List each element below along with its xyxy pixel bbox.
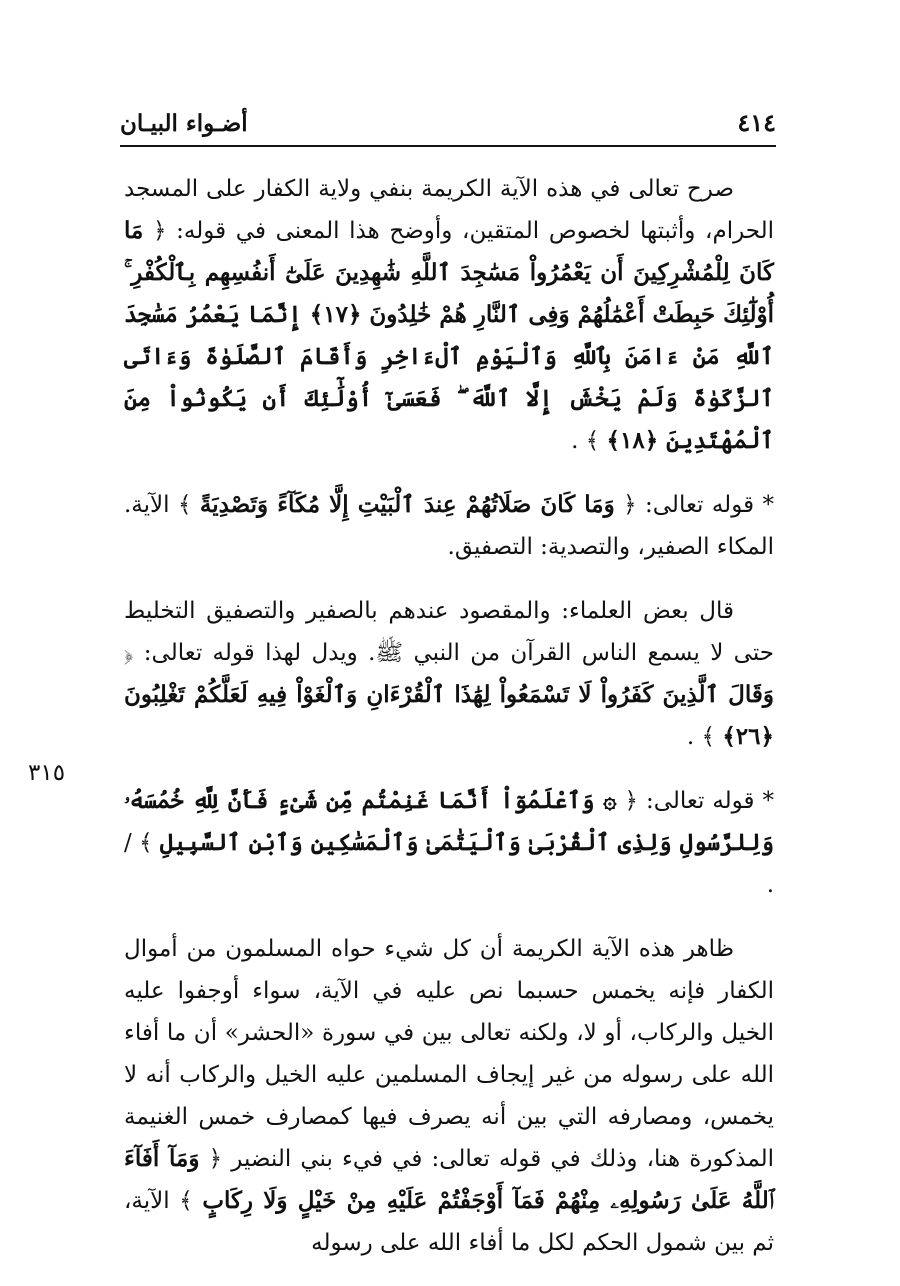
paragraph-2-text: * قوله تعالى: xyxy=(645,492,774,518)
page-header xyxy=(120,104,776,144)
quran-close-bracket: ﴾ xyxy=(177,492,192,518)
paragraph-2 xyxy=(124,484,774,568)
paragraph-4-tail: / . xyxy=(124,830,774,898)
paragraph-5 xyxy=(124,928,774,1264)
quran-open-bracket: ﴿ xyxy=(208,1146,223,1172)
paragraph-5-text: ظاهر هذه الآية الكريمة أن كل شيء حواه المسلمون من أموال الكفار فإنه يخمس حسبما نص عليه في الآية، سواء أوجفوا عليه الخيل والركاب، أو لا، ولكنه تعالى بين في سورة «الحشر» أن ما أفاء الله على رسوله من غير إيجاف المسلمين عليه الخيل والركاب أنه لا يخمس، ومصارفه التي بين أنه يصرف فيها كمصارف خمس الغنيمة المذكورة هنا، وذلك في قوله تعالى: في فيء بني النضير xyxy=(124,936,775,1172)
quran-close-bracket: ﴾ xyxy=(139,830,153,856)
quran-close-bracket: ﴾ xyxy=(179,1188,193,1214)
quran-close-bracket: ﴾ xyxy=(701,724,715,750)
paragraph-1-text: صرح تعالى في هذه الآية الكريمة بنفي ولاية الكفار على المسجد الحرام، وأثبتها لخصوص المتقين، وأوضح هذا المعنى في قوله: xyxy=(124,176,775,244)
quran-verse-5: وَمَآ أَفَآءَ ٱللَّهُ عَلَىٰ رَسُولِهِۦ مِنْهُمْ فَمَآ أَوْجَفْتُمْ عَلَيْهِ مِنْ خَيْلٍ وَلَا رِكَابٍ xyxy=(124,1145,775,1214)
quran-open-bracket: ﴿ xyxy=(623,492,637,518)
paragraph-2-tail: الآية. المكاء الصفير، والتصدية: التصفيق. xyxy=(124,492,774,560)
quran-verse-2: وَمَا كَانَ صَلَاتُهُمْ عِندَ ٱلْبَيْتِ إِلَّا مُكَآءً وَتَصْدِيَةً xyxy=(199,491,615,518)
quran-close-bracket: ﴾ xyxy=(585,428,600,454)
paragraph-1-tail: . xyxy=(571,428,579,454)
paragraph-3-tail: . xyxy=(686,724,695,750)
quran-open-bracket: ﴿ xyxy=(153,218,167,244)
paragraph-4-text: * قوله تعالى: xyxy=(645,788,774,814)
header-divider xyxy=(120,145,776,147)
paragraph-3-text: قال بعض العلماء: والمقصود عندهم بالصفير والتصفيق التخليط حتى لا يسمع الناس القرآن من النبي ﷺ. ويدل لهذا قوله تعالى: xyxy=(124,598,775,666)
quran-verse-4: ۞ وَٱعْلَمُوٓاْ أَنَّمَا غَنِمْتُم مِّن شَىْءٍ فَأَنَّ لِلَّهِ خُمُسَهُۥ وَلِلرَّسُولِ وَلِذِى ٱلْقُرْبَىٰ وَٱلْيَتَٰمَىٰ وَٱلْمَسَٰكِينِ وَٱبْنِ ٱلسَّبِيلِ xyxy=(124,787,775,856)
paragraph-5-tail: الآية، ثم بين شمول الحكم لكل ما أفاء الله على رسوله xyxy=(124,1188,774,1256)
quran-open-bracket: ﴿ xyxy=(124,640,134,666)
paragraph-4 xyxy=(124,780,774,906)
book-title: أضـواء البيـان xyxy=(120,110,248,137)
paragraph-3 xyxy=(124,590,774,758)
quran-verse-1: مَا كَانَ لِلْمُشْرِكِينَ أَن يَعْمُرُواْ مَسَٰجِدَ ٱللَّهِ شَٰهِدِينَ عَلَىٰٓ أَنفُسِهِم بِٱلْكُفْرِ ۚ أُوْلَٰٓئِكَ حَبِطَتْ أَعْمَٰلُهُمْ وَفِى ٱلنَّارِ هُمْ خَٰلِدُونَ ﴿١٧﴾ إِنَّمَا يَعْمُرُ مَسَٰجِدَ ٱللَّهِ مَنْ ءَامَنَ بِٱللَّهِ وَٱلْيَوْمِ ٱلْءَاخِرِ وَأَقَامَ ٱلصَّلَوٰةَ وَءَاتَى ٱلزَّكَوٰةَ وَلَمْ يَخْشَ إِلَّا ٱللَّهَ ۖ فَعَسَىٰٓ أُوْلَٰٓئِكَ أَن يَكُونُواْ مِنَ ٱلْمُهْتَدِينَ ﴿١٨﴾ xyxy=(124,217,774,454)
paragraph-1 xyxy=(124,168,774,462)
page-body xyxy=(124,168,774,1286)
quran-open-bracket: ﴿ xyxy=(624,788,639,814)
margin-page-reference: ٣١٥ xyxy=(28,760,66,786)
page-number: ٤١٤ xyxy=(737,108,776,137)
quran-verse-3: وَقَالَ ٱلَّذِينَ كَفَرُواْ لَا تَسْمَعُواْ لِهَٰذَا ٱلْقُرْءَانِ وَٱلْغَوْاْ فِيهِ لَعَلَّكُمْ تَغْلِبُونَ ﴿٢٦﴾ xyxy=(124,681,774,750)
